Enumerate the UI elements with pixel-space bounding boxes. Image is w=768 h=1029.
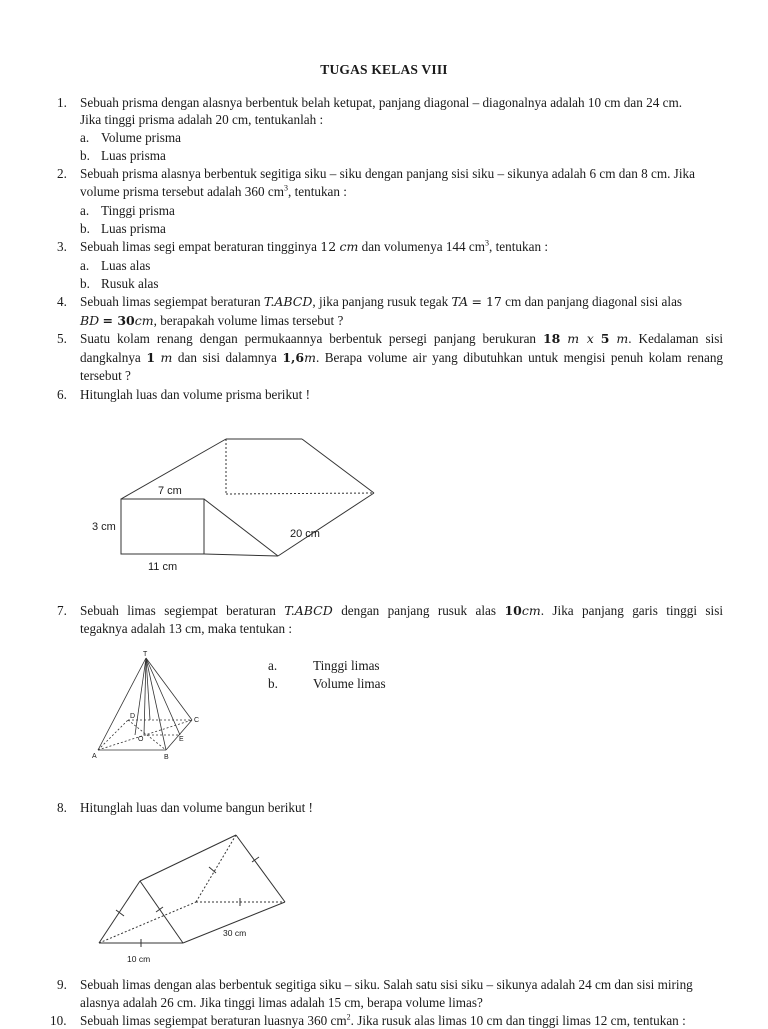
q7-b-text: Volume limas <box>313 676 386 691</box>
q5-l2-v2: 1,6 <box>282 350 305 365</box>
q7-pre: Sebuah limas segiempat beraturan <box>80 603 276 618</box>
q3-post: , tentukan : <box>489 239 548 254</box>
q4-m3: BD <box>80 313 100 328</box>
q5-l1-m: m x <box>567 331 594 346</box>
q4-m2eq: = 17 <box>471 294 502 309</box>
q3-sup: 3 <box>485 238 490 248</box>
q7-line1 <box>80 603 723 619</box>
q8-triangular-prism-figure <box>90 830 300 965</box>
q10-post: . Jika rusuk alas limas 10 cm dan tinggi limas 12 cm, tentukan : <box>350 1013 686 1028</box>
q6-number: 6. <box>57 387 67 402</box>
q3-mid: dan volumenya 144 cm <box>361 239 486 254</box>
q7-pyramid-figure <box>88 646 208 764</box>
q8-front-right <box>140 881 183 943</box>
q1-line2: Jika tinggi prisma adalah 20 cm, tentukanlah : <box>80 112 324 127</box>
q3-a-label: a. <box>80 258 90 273</box>
q6-edge-bottom <box>204 554 278 556</box>
q7-label-C: C <box>194 717 200 724</box>
q1-a-label: a. <box>80 130 90 145</box>
q3-math-unit: cm <box>339 239 359 254</box>
q2-a-text: Tinggi prisma <box>101 203 175 218</box>
q4-mid2: cm dan panjang diagonal sisi alas <box>505 294 683 309</box>
q5-line3: tersebut ? <box>80 368 131 383</box>
q4-mid1: , jika panjang rusuk tegak <box>312 294 449 309</box>
q8-hidden-bottom-left <box>99 902 196 943</box>
q6-hidden-horizontal <box>226 493 374 494</box>
q2-a-label: a. <box>80 203 90 218</box>
q2-line2 <box>80 184 347 200</box>
q7-label-O: O <box>138 736 144 743</box>
q7-m1: T.ABCD <box>284 603 333 618</box>
q8-number: 8. <box>57 800 67 815</box>
q5-l1-m2: m <box>616 331 629 346</box>
page-title: TUGAS KELAS VIII <box>320 62 448 77</box>
q5-l1-pre: Suatu kolam renang dengan permukaannya berbentuk persegi panjang berukuran <box>80 331 537 346</box>
q1-a-text: Volume prisma <box>101 130 181 145</box>
q5-l1-post: . Kedalaman sisi <box>628 331 724 346</box>
q6-prism-figure <box>80 430 380 580</box>
q2-line2-sup: 3 <box>283 183 288 193</box>
q5-l2-post: . Berapa volume air yang dibutuhkan untuk mengisi penuh kolam renang <box>315 350 724 365</box>
q4-post: , berapakah volume limas tersebut ? <box>153 313 344 328</box>
q5-l1-math: 18 <box>542 331 561 346</box>
q10-pre: Sebuah limas segiempat beraturan luasnya 360 cm <box>80 1013 347 1028</box>
q7-a-label: a. <box>268 658 278 673</box>
q4-m2: TA <box>451 294 469 309</box>
q6-edge-right <box>278 493 374 556</box>
q5-l2-m2: m <box>304 350 316 365</box>
q6-label-length: 20 cm <box>290 528 320 540</box>
q2-line2-pre: volume prisma tersebut adalah 360 cm <box>80 184 284 199</box>
q7-label-E: E <box>179 736 184 743</box>
q1-line1: Sebuah prisma dengan alasnya berbentuk belah ketupat, panjang diagonal – diagonalnya adalah 10 cm dan 24 cm. <box>80 95 683 110</box>
q8-text: Hitunglah luas dan volume bangun berikut ! <box>80 800 313 815</box>
q6-front-face <box>121 499 204 554</box>
q3-a-text: Luas alas <box>101 258 151 273</box>
q1-b-text: Luas prisma <box>101 148 166 163</box>
q8-top-ridge <box>140 835 236 881</box>
q7-unit: cm <box>521 603 541 618</box>
q7-number: 7. <box>57 603 67 618</box>
q4-m1: T.ABCD <box>263 294 313 309</box>
q4-line1 <box>80 294 682 310</box>
q8-tick-front-right <box>156 907 163 912</box>
q7-val: 10 <box>504 603 522 618</box>
q4-pre: Sebuah limas segiempat beraturan <box>80 294 261 309</box>
q4-number: 4. <box>57 294 67 309</box>
q6-label-bottom: 11 cm <box>148 561 178 573</box>
q2-number: 2. <box>57 166 67 181</box>
q1-b-label: b. <box>80 148 90 163</box>
q1-number: 1. <box>57 95 67 110</box>
q5-l2-m1: m <box>160 350 173 365</box>
q3-line1 <box>80 239 548 255</box>
q6-edge-slant <box>204 499 278 556</box>
q3-math-val: 12 <box>320 239 337 254</box>
q5-line1 <box>80 331 723 347</box>
q9-line1: Sebuah limas dengan alas berbentuk segitiga siku – siku. Salah satu sisi siku – sikunya adalah 24 cm dan sisi miring <box>80 977 693 992</box>
q10-line1 <box>80 1013 686 1029</box>
q7-label-T: T <box>143 651 148 658</box>
q10-number: 10. <box>50 1013 67 1028</box>
q9-number: 9. <box>57 977 67 992</box>
q7-line2: tegaknya adalah 13 cm, maka tentukan : <box>80 621 293 636</box>
q7-post: . Jika panjang garis tinggi sisi <box>540 603 723 618</box>
q7-label-A: A <box>92 753 97 760</box>
q8-label-length: 30 cm <box>223 928 247 938</box>
q4-line2 <box>80 313 343 329</box>
q2-line2-post: , tentukan : <box>287 184 347 199</box>
q7-label-B: B <box>164 754 169 761</box>
q6-edge-back-slant <box>302 439 374 493</box>
q3-b-text: Rusuk alas <box>101 276 159 291</box>
q6-label-top: 7 cm <box>158 485 182 497</box>
q2-b-label: b. <box>80 221 90 236</box>
q4-m3eq: = 30 <box>102 313 135 328</box>
q6-text: Hitunglah luas dan volume prisma berikut ! <box>80 387 311 402</box>
q7-label-D: D <box>130 713 136 720</box>
q2-line1: Sebuah prisma alasnya berbentuk segitiga siku – siku dengan panjang sisi siku – sikunya adalah 6 cm dan 8 cm. Jika <box>80 166 695 181</box>
q3-b-label: b. <box>80 276 90 291</box>
q5-l2-v1: 1 <box>146 350 156 365</box>
q8-label-base: 10 cm <box>127 954 151 964</box>
q7-a-text: Tinggi limas <box>313 658 380 673</box>
q3-pre: Sebuah limas segi empat beraturan tingginya <box>80 239 317 254</box>
q7-b-label: b. <box>268 676 278 691</box>
q7-base-AD <box>98 720 128 750</box>
q9-line2: alasnya adalah 26 cm. Jika tinggi limas adalah 15 cm, berapa volume limas? <box>80 995 483 1010</box>
q5-l2-mid: dan sisi dalamnya <box>177 350 277 365</box>
q3-number: 3. <box>57 239 67 254</box>
q5-l1-math2: 5 <box>600 331 610 346</box>
q6-label-left: 3 cm <box>92 521 116 533</box>
q5-l2-pre: dangkalnya <box>80 350 141 365</box>
q5-line2 <box>80 350 723 366</box>
q7-mid: dengan panjang rusuk alas <box>341 603 497 618</box>
q2-b-text: Luas prisma <box>101 221 166 236</box>
q5-number: 5. <box>57 331 67 346</box>
q4-m3u: cm <box>134 313 154 328</box>
q8-back-right <box>236 835 285 902</box>
q10-sup: 2 <box>346 1012 351 1022</box>
